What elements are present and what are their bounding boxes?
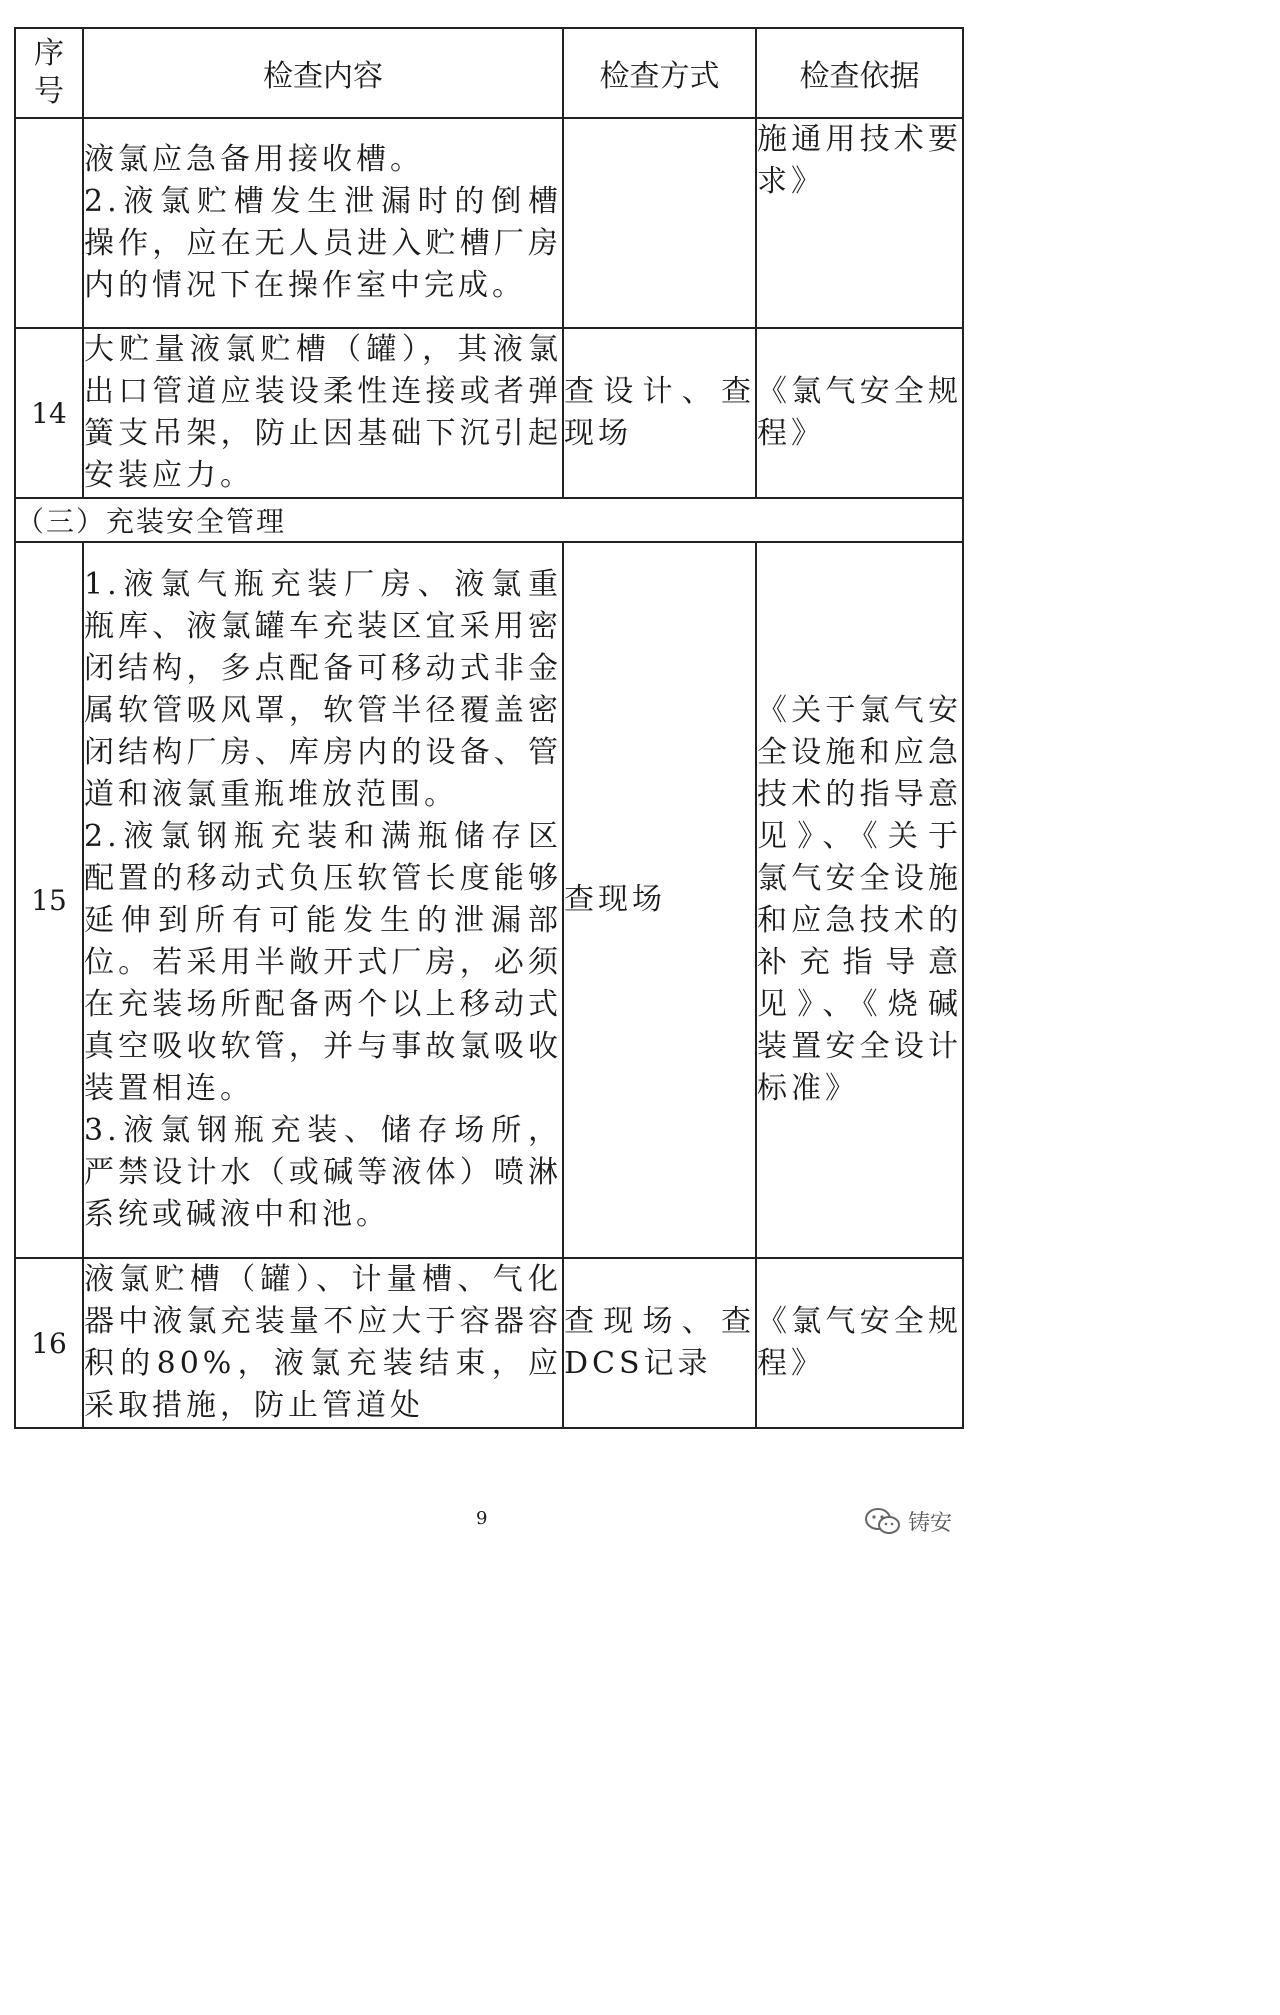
row-method: 查现场 <box>563 542 756 1258</box>
table-header-row <box>15 28 963 118</box>
row-number: 14 <box>15 328 83 498</box>
table-row <box>15 118 963 328</box>
row-basis: 施通用技术要求》 <box>756 118 963 328</box>
row-basis: 《关于氯气安全设施和应急技术的指导意见》、《关于氯气安全设施和应急技术的补充指导意见》、《烧碱装置安全设计标准》 <box>756 542 963 1258</box>
page-number: 9 <box>476 1508 488 1529</box>
row-method <box>563 118 756 328</box>
row-method: 查现场、查DCS记录 <box>563 1258 756 1428</box>
watermark-text: 铸安 <box>908 1511 953 1536</box>
row-content: 液氯应急备用接收槽。 2.液氯贮槽发生泄漏时的倒槽操作，应在无人员进入贮槽厂房内的情况下在操作室中完成。 <box>83 118 563 328</box>
row-basis: 《氯气安全规程》 <box>756 328 963 498</box>
row-basis: 《氯气安全规程》 <box>756 1258 963 1428</box>
header-content: 检查内容 <box>83 28 563 118</box>
section-row <box>15 498 963 542</box>
header-method: 检查方式 <box>563 28 756 118</box>
header-basis: 检查依据 <box>756 28 963 118</box>
table-row <box>15 328 963 498</box>
table-row <box>15 1258 963 1428</box>
section-title: （三）充装安全管理 <box>15 498 963 542</box>
row-number: 16 <box>15 1258 83 1428</box>
row-number: 15 <box>15 542 83 1258</box>
inspection-table <box>14 27 964 1429</box>
row-number <box>15 118 83 328</box>
wechat-icon <box>864 1507 902 1537</box>
table-row <box>15 542 963 1258</box>
row-content: 1.液氯气瓶充装厂房、液氯重瓶库、液氯罐车充装区宜采用密闭结构，多点配备可移动式非金属软管吸风罩，软管半径覆盖密闭结构厂房、库房内的设备、管道和液氯重瓶堆放范围。 2.液氯钢瓶充装和满瓶储存区配置的移动式负压软管长度能够延伸到所有可能发生的泄漏部位。若采用半敞开式厂房，必须在充装场所配备两个以上移动式真空吸收软管，并与事故氯吸收装置相连。 3.液氯钢瓶充装、储存场所，严禁设计水（或碱等液体）喷淋系统或碱液中和池。 <box>83 542 563 1258</box>
watermark <box>864 1506 952 1537</box>
row-content: 大贮量液氯贮槽（罐），其液氯出口管道应装设柔性连接或者弹簧支吊架，防止因基础下沉引起安装应力。 <box>83 328 563 498</box>
header-seq: 序 号 <box>15 28 83 118</box>
row-method: 查设计、查现场 <box>563 328 756 498</box>
row-content: 液氯贮槽（罐）、计量槽、气化器中液氯充装量不应大于容器容积的80%，液氯充装结束，应采取措施，防止管道处 <box>83 1258 563 1428</box>
